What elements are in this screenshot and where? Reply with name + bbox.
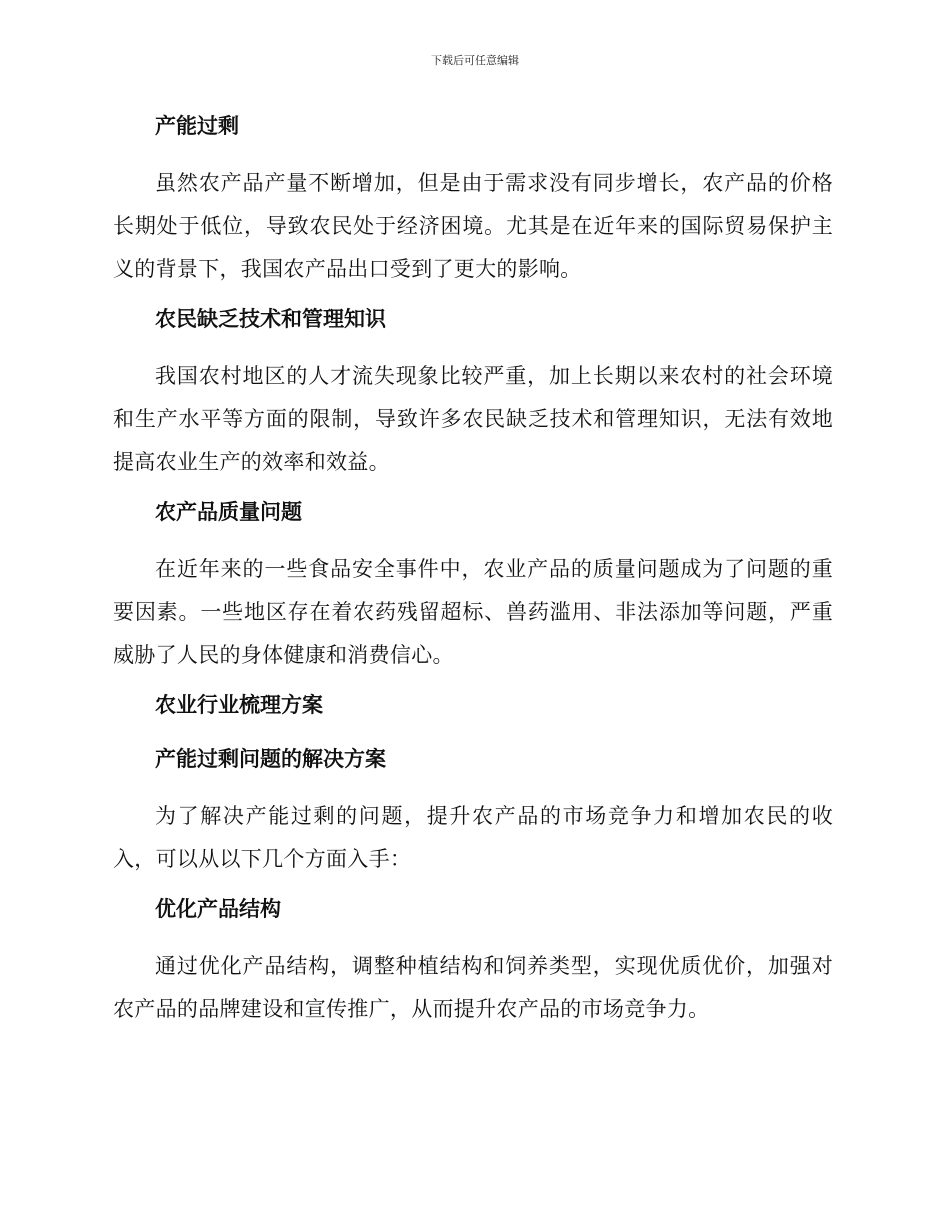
section-heading-optimize-structure: 优化产品结构 (155, 897, 281, 921)
paragraph-quality-issues: 在近年来的一些食品安全事件中，农业产品的质量问题成为了问题的重要因素。一些地区存在着农药残留超标、兽药滥用、非法添加等问题，严重威胁了人民的身体健康和消费信心。 (113, 557, 833, 667)
paragraph-overcapacity-solution: 为了解决产能过剩的问题，提升农产品的市场竞争力和增加农民的收入，可以从以下几个方面入手： (113, 804, 833, 871)
section-heading-quality-issues: 农产品质量问题 (155, 500, 302, 524)
section-heading-industry-plan: 农业行业梳理方案 (155, 693, 323, 717)
document-body (113, 108, 833, 1041)
section-heading-lack-of-skills: 农民缺乏技术和管理知识 (155, 307, 386, 331)
paragraph-lack-of-skills: 我国农村地区的人才流失现象比较严重，加上长期以来农村的社会环境和生产水平等方面的限制，导致许多农民缺乏技术和管理知识，无法有效地提高农业生产的效率和效益。 (113, 364, 833, 474)
paragraph-overcapacity: 虽然农产品产量不断增加，但是由于需求没有同步增长，农产品的价格长期处于低位，导致农民处于经济困境。尤其是在近年来的国际贸易保护主义的背景下，我国农产品出口受到了更大的影响。 (113, 171, 833, 281)
section-heading-overcapacity: 产能过剩 (155, 114, 239, 138)
page-header-note: 下载后可任意编辑 (431, 54, 519, 67)
section-heading-overcapacity-solution: 产能过剩问题的解决方案 (155, 747, 386, 771)
paragraph-optimize-structure: 通过优化产品结构，调整种植结构和饲养类型，实现优质优价，加强对农产品的品牌建设和宣传推广，从而提升农产品的市场竞争力。 (113, 954, 833, 1021)
